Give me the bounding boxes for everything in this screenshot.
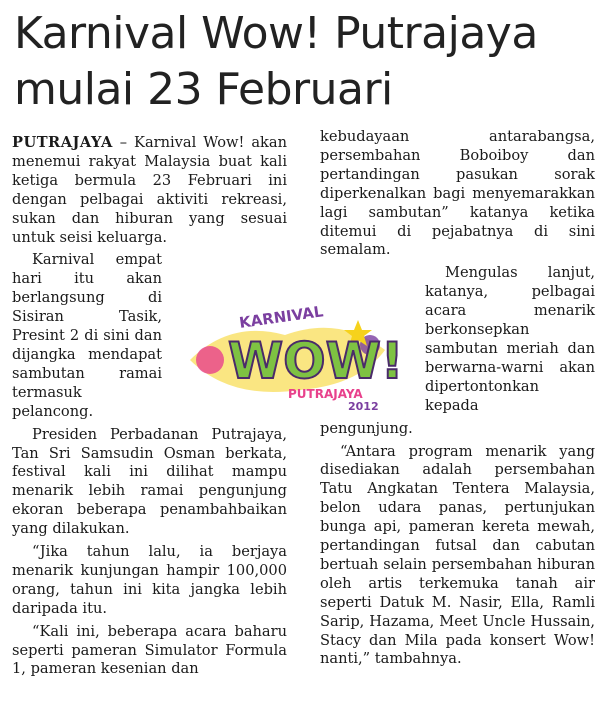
logo-bottom-text: PUTRAJAYA bbox=[288, 387, 363, 401]
logo-main-text: WOW! bbox=[228, 332, 400, 390]
logo-top-text: KARNIVAL bbox=[238, 302, 325, 332]
paragraph-2: Karnival empat hari itu akan berlangsung di Sisiran Tasik, Presint 2 di sini dan dijangka mendapat sambutan ramai termasuk pelancong. bbox=[12, 251, 162, 420]
logo-dot-pink bbox=[196, 346, 224, 374]
paragraph-7: Mengulas lanjut, katanya, pelbagai acara menarik berkonsepkan sambutan meriah dan berwarna-warni akan dipertontonkan kepada bbox=[425, 264, 595, 414]
paragraph-8: “Antara program menarik yang disediakan adalah persembahan Tatu Angkatan Tentera Malaysia, belon udara panas, pertunjukan bunga api, pameran kereta mewah, pertandingan futsal dan cabutan bertuah selain persembahan hiburan oleh artis terkemuka tanah air seperti Datuk M. Nasir, Ella, Ramli Sarip, Hazama, Meet Uncle Hussain, Stacy dan Mila pada konsert Wow! nanti,” tambahnya. bbox=[320, 442, 595, 668]
logo-year-text: 2012 bbox=[348, 400, 379, 413]
headline-line-2: mulai 23 Februari bbox=[14, 64, 393, 115]
headline-line-1: Karnival Wow! Putrajaya bbox=[14, 8, 538, 59]
karnival-wow-logo bbox=[170, 290, 400, 420]
paragraph-7-end: pengunjung. bbox=[320, 419, 413, 437]
article-headline bbox=[14, 6, 594, 118]
dateline: PUTRAJAYA bbox=[12, 134, 113, 151]
paragraph-6: kebudayaan antarabangsa, persembahan Boboiboy dan pertandingan pasukan sorak diperkenalkan bagi menyemarakkan lagi sambutan” katanya ketika ditemui di pejabatnya di sini semalam. bbox=[320, 128, 595, 259]
paragraph-5: “Kali ini, beberapa acara baharu seperti pameran Simulator Formula 1, pameran kesenian dan bbox=[12, 622, 287, 678]
logo-graphic bbox=[170, 290, 400, 420]
paragraph-1-text: – Karnival Wow! akan menemui rakyat Malaysia buat kali ketiga bermula 23 Februari ini dengan pelbagai aktiviti rekreasi, sukan dan hiburan yang sesuai untuk seisi keluarga. bbox=[12, 134, 287, 246]
paragraph-1 bbox=[12, 134, 287, 247]
paragraph-3: Presiden Perbadanan Putrajaya, Tan Sri Samsudin Osman berkata, festival kali ini dilihat mampu menarik lebih ramai pengunjung ekoran beberapa penambahbaikan yang dilakukan. bbox=[12, 425, 287, 538]
paragraph-4: “Jika tahun lalu, ia berjaya menarik kunjungan hampir 100,000 orang, tahun ini kita jangka lebih daripada itu. bbox=[12, 543, 287, 617]
